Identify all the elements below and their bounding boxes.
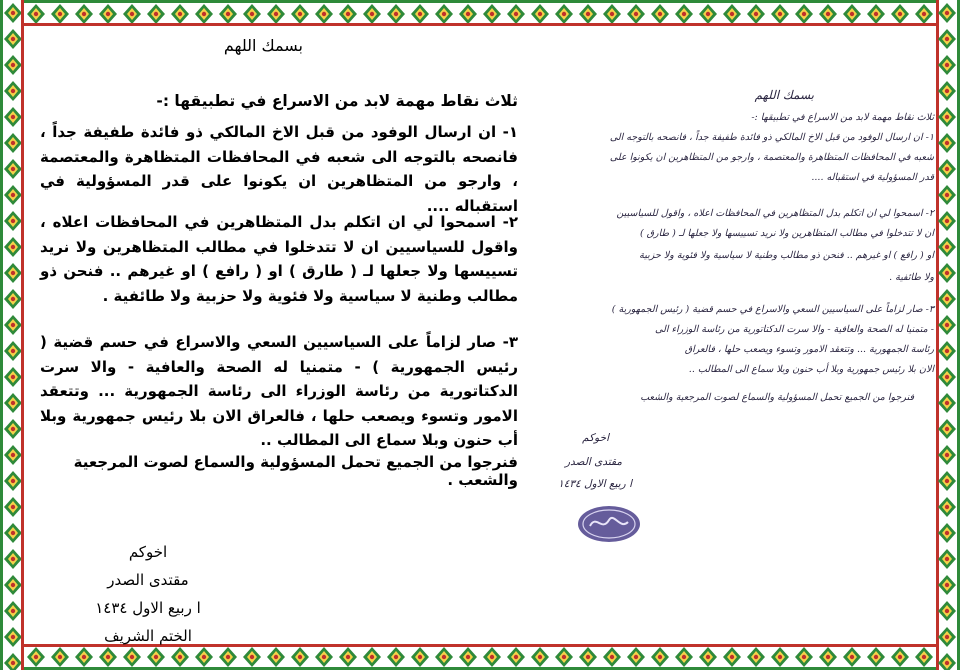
handwritten-line: او ( رافع ) او غيرهم .. فنحن ذو مطالب وطنية لا سياسية ولا فئوية ولا حزبية — [639, 250, 934, 261]
handwritten-line: ٣- صار لزاماً على السياسيين السعي والاسراع في حسم قضية ( رئيس الجمهورية ) — [611, 304, 934, 315]
handwritten-line: ١- ان ارسال الوفود من قبل الاخ المالكي ذو فائدة طفيفة جداً ، فانصحه بالتوجه الى — [609, 132, 934, 143]
decorative-border-left — [0, 0, 24, 670]
handwritten-line: الان بلا رئيس جمهورية وبلا أب حنون وبلا سماع الى المطالب .. — [688, 364, 934, 375]
handwritten-line: ٢- اسمحوا لي ان اتكلم بدل المتظاهرين في المحافظات اعلاه ، واقول للسياسيين — [616, 208, 934, 219]
handwritten-signature-line: ا ربيع الاول ١٤٣٤ — [558, 478, 632, 490]
typed-signature — [68, 538, 228, 650]
decorative-border-right — [936, 0, 960, 670]
handwritten-signature-line: مقتدى الصدر — [565, 456, 622, 468]
handwritten-line: فنرجوا من الجميع تحمل المسؤولية والسماع لصوت المرجعية والشعب — [640, 392, 914, 403]
signature-line: ا ربيع الاول ١٤٣٤ — [95, 599, 201, 617]
typed-point-3: ٣- صار لزاماً على السياسيين السعي والاسراع في حسم قضية ( رئيس الجمهورية ) - متمنيا له الصحة والعافية - والا سرت الدكتاتورية من رئاسة الوزراء الى رئاسة الجمهورية ... وتتعقد الامور وتسوء ويصعب حلها ، فالعراق الان بلا رئيس جمهورية وبلا أب حنون وبلا سماع الى المطالب .. — [40, 333, 518, 450]
handwritten-line: شعبه في المحافظات المتظاهرة والمعتصمة ، وارجو من المتظاهرين ان يكونوا على — [609, 152, 934, 163]
handwritten-letter — [506, 80, 934, 560]
typed-intro: ثلاث نقاط مهمة لابد من الاسراع في تطبيقها :- — [156, 92, 518, 110]
typed-point-1: ١- ان ارسال الوفود من قبل الاخ المالكي ذو فائدة طفيفة جداً ، فانصحه بالتوجه الى شعبه في المحافظات المتظاهرة والمعتصمة ، وارجو من المتظاهرين ان يكونوا على قدر المسؤولية في استقباله .... — [40, 123, 518, 215]
decorative-border-top — [0, 0, 960, 26]
handwritten-signature-line: اخوكم — [582, 432, 609, 444]
handwritten-bismillah: بسمك اللهم — [754, 88, 814, 102]
typed-closing: فنرجوا من الجميع تحمل المسؤولية والسماع لصوت المرجعية والشعب . — [73, 453, 518, 489]
handwritten-line: ولا طائفية . — [889, 272, 934, 283]
seal-stamp — [576, 504, 642, 544]
typed-bismillah: بسمك اللهم — [223, 36, 303, 55]
handwritten-line: ان لا تتدخلوا في مطالب المتظاهرين ولا نريد تسييسها ولا جعلها لـ ( طارق ) — [639, 228, 934, 239]
typed-letter — [40, 26, 518, 646]
handwritten-line: ثلاث نقاط مهمة لابد من الاسراع في تطبيقها :- — [751, 112, 934, 123]
signature-line: مقتدى الصدر — [107, 571, 189, 589]
signature-line: الختم الشريف — [104, 627, 192, 645]
handwritten-line: - متمنيا له الصحة والعافية - والا سرت الدكتاتورية من رئاسة الوزراء الى — [655, 324, 934, 335]
handwritten-line: رئاسة الجمهورية ... وتتعقد الامور وتسوء ويصعب حلها ، فالعراق — [684, 344, 934, 355]
signature-line: اخوكم — [128, 543, 168, 561]
typed-point-2: ٢- اسمحوا لي ان اتكلم بدل المتظاهرين في المحافظات اعلاه ، واقول للسياسيين ان لا تتدخلوا في مطالب المتظاهرين ولا نريد تسييسها ولا جعلها لـ ( طارق ) او ( رافع ) او غيرهم .. فنحن ذو مطالب وطنية لا سياسية ولا فئوية ولا حزبية ولا طائفية . — [40, 213, 518, 305]
handwritten-line: قدر المسؤولية في استقباله .... — [811, 172, 934, 183]
